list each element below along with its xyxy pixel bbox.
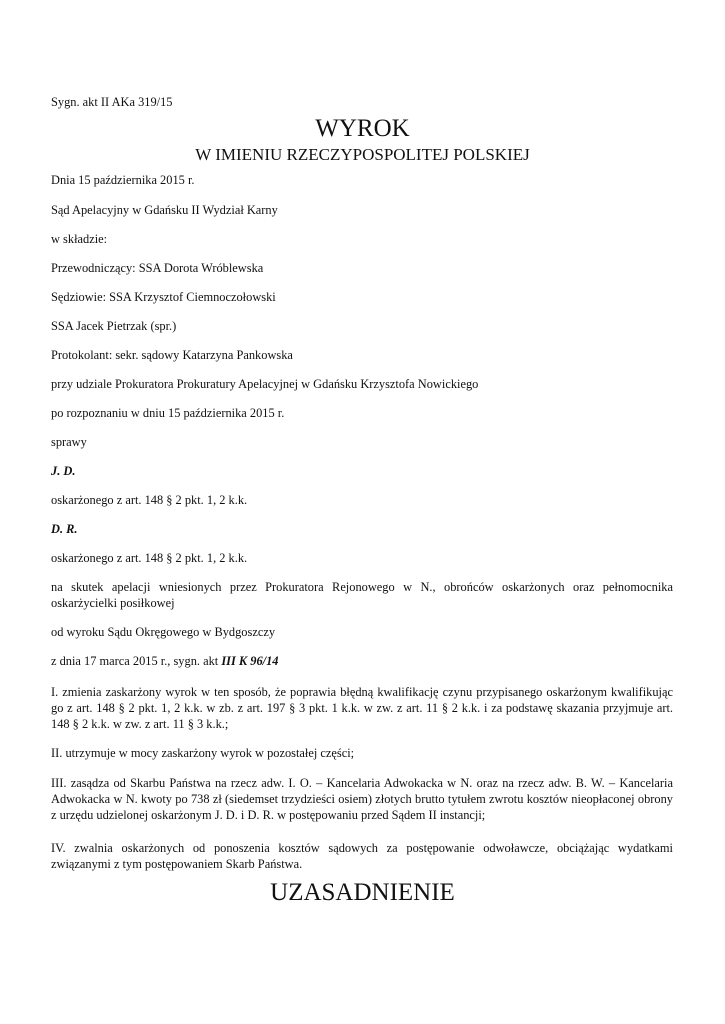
lower-court-date-text: z dnia 17 marca 2015 r., sygn. akt — [51, 654, 222, 668]
lower-court-case-number: III K 96/14 — [221, 654, 279, 668]
defendant-2-charge: oskarżonego z art. 148 § 2 pkt. 1, 2 k.k. — [51, 551, 248, 565]
court-name: Sąd Apelacyjny w Gdańsku II Wydział Karny — [51, 203, 278, 217]
case-signature: Sygn. akt II AKa 319/15 — [51, 95, 173, 109]
hearing-date: po rozpoznaniu w dniu 15 października 2015 r. — [51, 406, 285, 420]
verdict-point-3: III. zasądza od Skarbu Państwa na rzecz adw. I. O. – Kancelaria Adwokacka w N. oraz na rzecz adw. B. W. – Kancelaria Adwokacka w N. kwoty po 738 zł (siedemset trzydzieści osiem) złotych brutto tytułem zwrotu kosztów nieopłaconej obrony z urzędu udzielonej oskarżonym J. D. i D. R. w postępowaniu przed Sądem II instancji; — [51, 776, 673, 822]
verdict-point-2: II. utrzymuje w mocy zaskarżony wyrok w pozostałej części; — [51, 746, 355, 760]
defendant-2-name: D. R. — [51, 522, 78, 536]
composition-label: w składzie: — [51, 232, 108, 246]
presiding-judge: Przewodniczący: SSA Dorota Wróblewska — [51, 261, 264, 275]
appeal-paragraph: na skutek apelacji wniesionych przez Prokuratora Rejonowego w N., obrońców oskarżonych oraz pełnomocnika oskarżycielki posiłkowej — [51, 580, 673, 610]
lower-court: od wyroku Sądu Okręgowego w Bydgoszczy — [51, 625, 276, 639]
court-clerk: Protokolant: sekr. sądowy Katarzyna Pankowska — [51, 348, 293, 362]
lower-court-date — [51, 653, 673, 669]
defendant-1-charge: oskarżonego z art. 148 § 2 pkt. 1, 2 k.k. — [51, 493, 248, 507]
judges: Sędziowie: SSA Krzysztof Ciemnoczołowski — [51, 290, 276, 304]
verdict-point-1: I. zmienia zaskarżony wyrok w ten sposób, że poprawia błędną kwalifikację czynu przypisanego oskarżonym kwalifikując go z art. 148 § 2 pkt. 1, 2 k.k. w zb. z art. 197 § 3 pkt. 1 k.k. w zw. z art. 11 § 2 k.k. i za podstawę skazania przyjmuje art. 148 § 2 k.k. w zw. z art. 11 § 3 k.k.; — [51, 685, 673, 731]
case-label: sprawy — [51, 435, 87, 449]
verdict-subtitle: W IMIENIU RZECZYPOSPOLITEJ POLSKIEJ — [195, 145, 530, 164]
verdict-date: Dnia 15 października 2015 r. — [51, 173, 195, 187]
judge-rapporteur: SSA Jacek Pietrzak (spr.) — [51, 319, 177, 333]
prosecutor: przy udziale Prokuratora Prokuratury Apelacyjnej w Gdańsku Krzysztofa Nowickiego — [51, 377, 479, 391]
defendant-1-name: J. D. — [51, 464, 76, 478]
verdict-point-4: IV. zwalnia oskarżonych od ponoszenia kosztów sądowych za postępowanie odwoławcze, obciążając wydatkami związanymi z tym postępowaniem Skarb Państwa. — [51, 841, 673, 871]
verdict-title: WYROK — [315, 115, 410, 142]
justification-heading: UZASADNIENIE — [270, 879, 455, 906]
